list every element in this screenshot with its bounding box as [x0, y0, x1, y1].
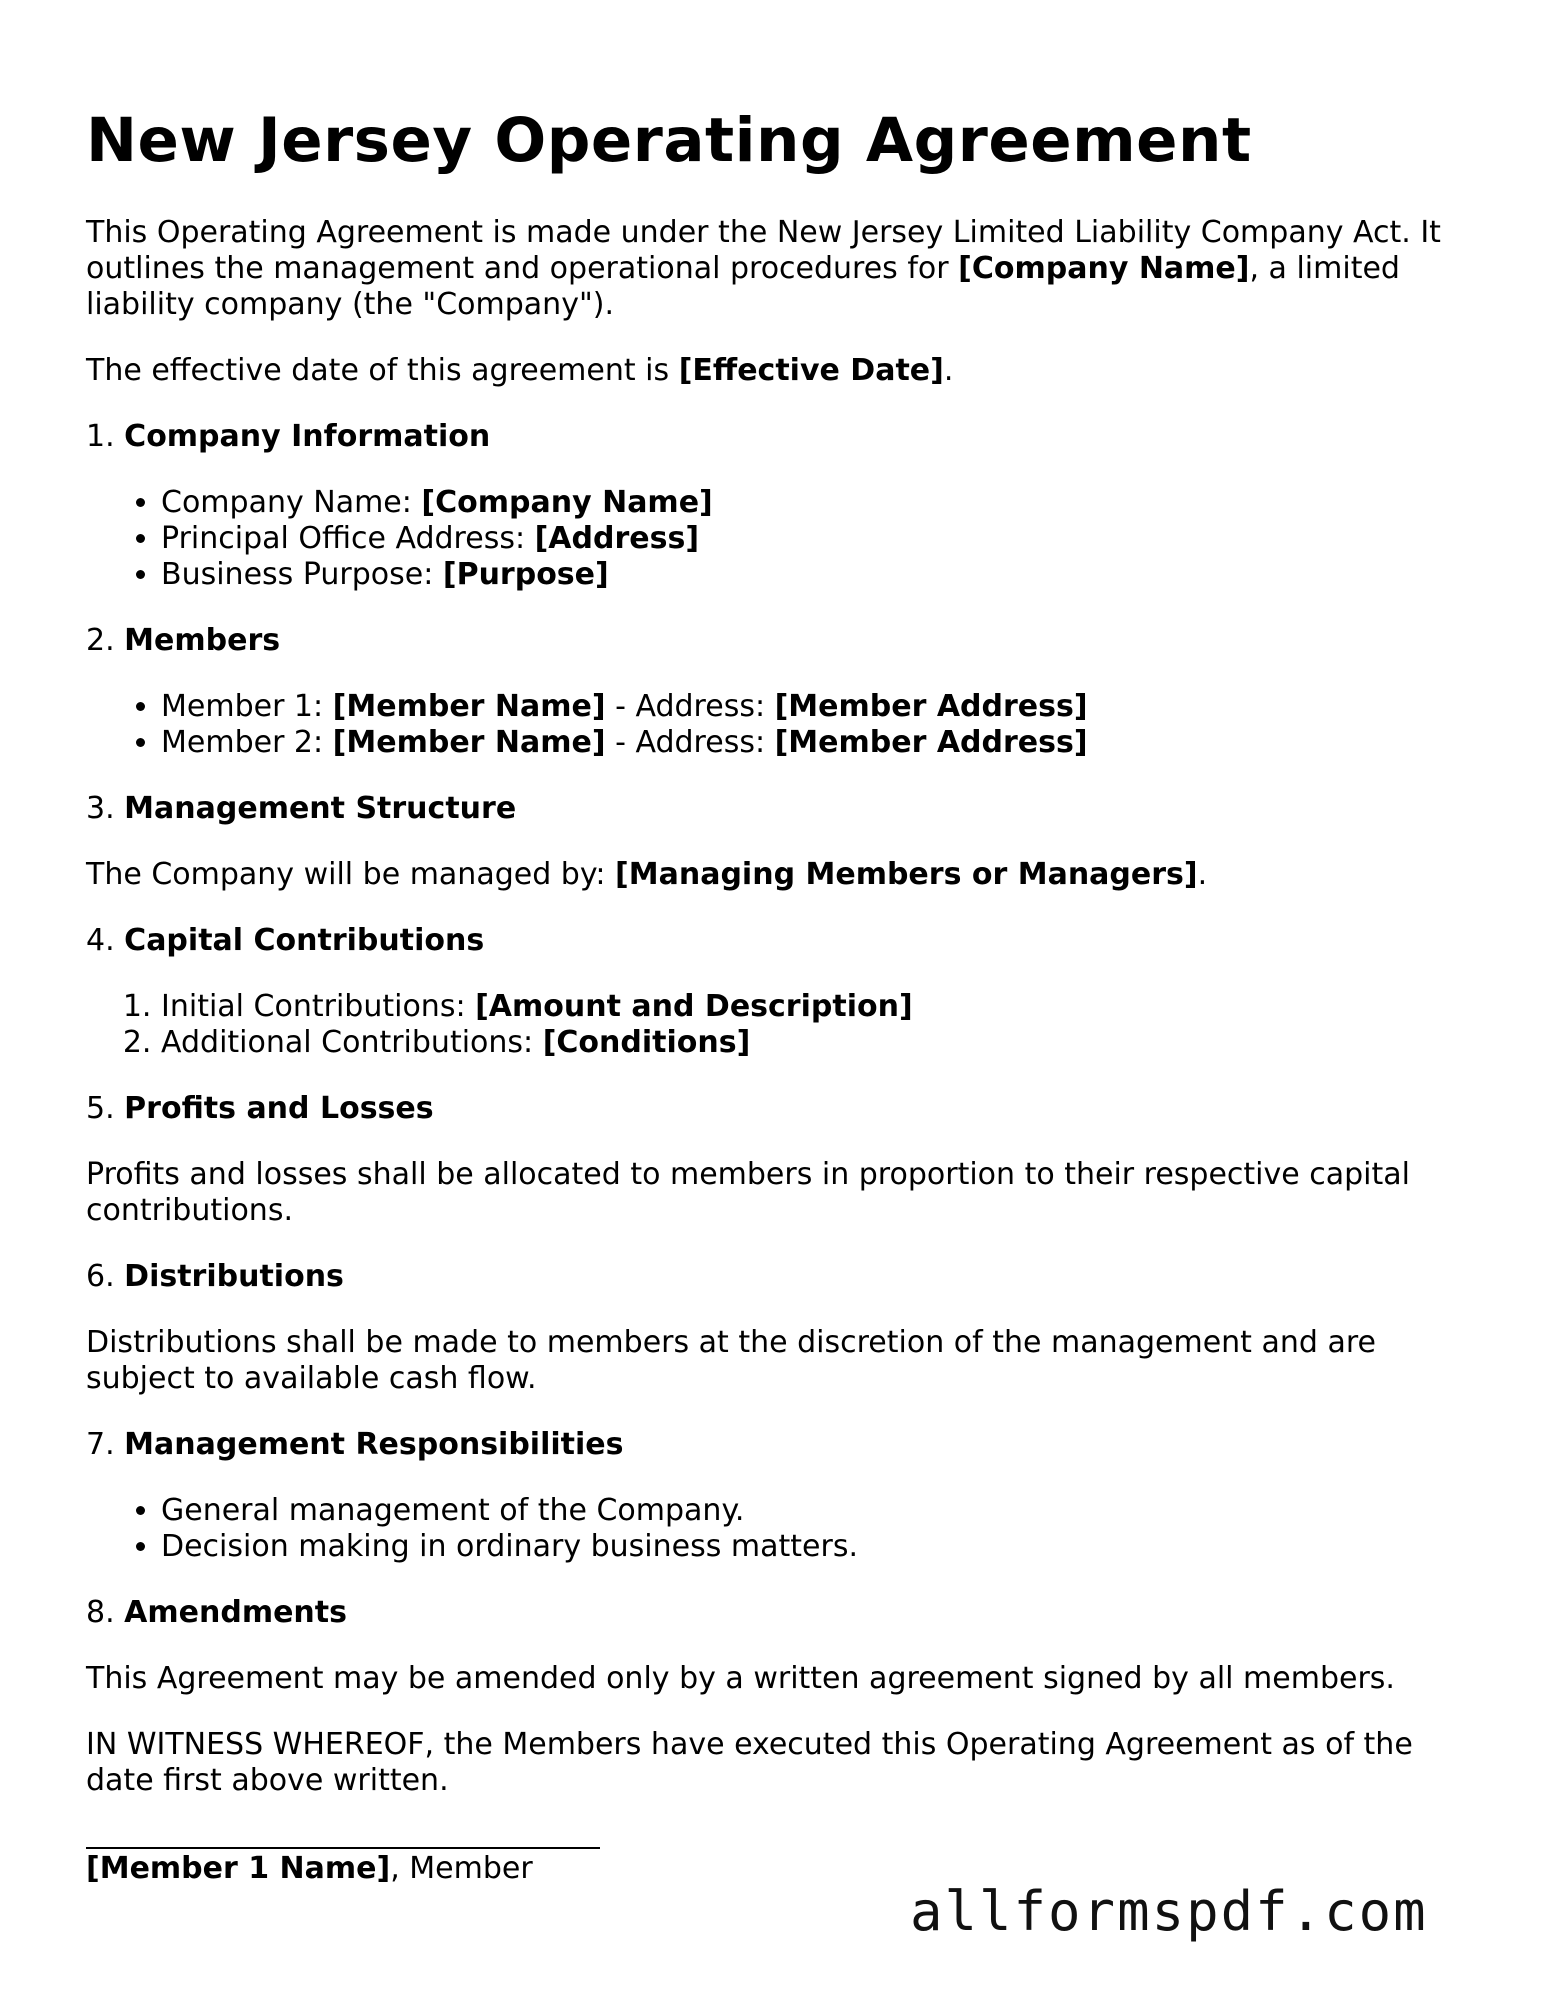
item-label: Business Purpose:: [161, 557, 443, 593]
section-4-heading: [86, 923, 1462, 959]
section-title: Distributions: [124, 1259, 344, 1295]
item-separator: - Address:: [605, 689, 775, 725]
section-title: Management Responsibilities: [124, 1427, 624, 1463]
section-title: Management Structure: [124, 791, 517, 827]
amendments-paragraph: This Agreement may be amended only by a written agreement signed by all members.: [86, 1661, 1395, 1697]
section-title: Company Information: [124, 419, 491, 455]
document-page: [86, 104, 1462, 1887]
item-value: [Purpose]: [442, 557, 609, 593]
signer-name-placeholder: [Member 1 Name]: [86, 1851, 391, 1887]
section-8-heading: [86, 1595, 1462, 1631]
item-label: Additional Contributions:: [161, 1025, 543, 1061]
section-7-heading: [86, 1427, 1462, 1463]
section-number: 4.: [86, 923, 115, 959]
item-label: Member 2:: [161, 725, 333, 761]
list-item: [161, 557, 1462, 593]
section-number: 6.: [86, 1259, 115, 1295]
effective-date-placeholder: [Effective Date]: [678, 353, 944, 389]
paragraph-text: The Company will be managed by:: [86, 857, 616, 893]
list-item: [161, 689, 1462, 725]
list-item: [161, 521, 1462, 557]
section-number: 2.: [86, 623, 115, 659]
item-label: Company Name:: [161, 485, 422, 521]
management-placeholder: [Managing Members or Managers]: [615, 857, 1198, 893]
members-list: [86, 689, 1462, 761]
member-address-placeholder: [Member Address]: [774, 689, 1088, 725]
effective-text-end: .: [943, 353, 954, 389]
item-separator: - Address:: [605, 725, 775, 761]
responsibilities-list: [86, 1493, 1462, 1565]
effective-text: The effective date of this agreement is: [86, 353, 679, 389]
item-value: [Address]: [534, 521, 700, 557]
item-label: Member 1:: [161, 689, 333, 725]
profits-paragraph: Profits and losses shall be allocated to members in proportion to their respective capital contributions.: [86, 1157, 1410, 1229]
company-info-list: [86, 485, 1462, 593]
section-2-heading: [86, 623, 1462, 659]
member-address-placeholder: [Member Address]: [774, 725, 1088, 761]
section-title: Amendments: [124, 1595, 347, 1631]
section-number: 8.: [86, 1595, 115, 1631]
intro-paragraph: [86, 215, 1462, 323]
list-item: • General management of the Company.: [161, 1493, 1462, 1529]
effective-date-paragraph: [86, 353, 1462, 389]
list-item: [161, 989, 1462, 1025]
section-title: Profits and Losses: [124, 1091, 434, 1127]
member-name-placeholder: [Member Name]: [332, 689, 606, 725]
witness-paragraph: IN WITNESS WHEREOF, the Members have executed this Operating Agreement as of the date first above written.: [86, 1727, 1413, 1799]
company-name-placeholder: [Company Name]: [958, 251, 1250, 287]
document-title: New Jersey Operating Agreement: [86, 105, 1252, 176]
list-item: [161, 1025, 1462, 1061]
signer-role: , Member: [390, 1851, 533, 1887]
contributions-list: [86, 989, 1462, 1061]
item-label: Principal Office Address:: [161, 521, 535, 557]
section-5-heading: [86, 1091, 1462, 1127]
item-value: [Company Name]: [421, 485, 713, 521]
intro-text: This Operating Agreement is made under the New Jersey Limited Liability Company Act. It outlines the management and operational procedures for: [86, 215, 1441, 287]
signature-line: [86, 1847, 600, 1849]
section-title: Capital Contributions: [124, 923, 485, 959]
item-value: [Amount and Description]: [475, 989, 913, 1025]
list-item: [161, 485, 1462, 521]
section-number: 5.: [86, 1091, 115, 1127]
member-name-placeholder: [Member Name]: [332, 725, 606, 761]
watermark: allformspdf.com: [910, 1880, 1428, 1943]
section-number: 7.: [86, 1427, 115, 1463]
section-1-heading: [86, 419, 1462, 455]
item-value: [Conditions]: [542, 1025, 751, 1061]
section-number: 3.: [86, 791, 115, 827]
management-paragraph: [86, 857, 1462, 893]
intro-text-end: , a limited liability company (the "Company").: [86, 251, 1400, 323]
distributions-paragraph: Distributions shall be made to members at the discretion of the management and are subject to available cash flow.: [86, 1325, 1376, 1397]
section-6-heading: [86, 1259, 1462, 1295]
paragraph-text-end: .: [1197, 857, 1208, 893]
section-title: Members: [124, 623, 281, 659]
section-3-heading: [86, 791, 1462, 827]
section-number: 1.: [86, 419, 115, 455]
list-item: • Decision making in ordinary business matters.: [161, 1529, 1462, 1565]
item-label: Initial Contributions:: [161, 989, 476, 1025]
list-item: [161, 725, 1462, 761]
